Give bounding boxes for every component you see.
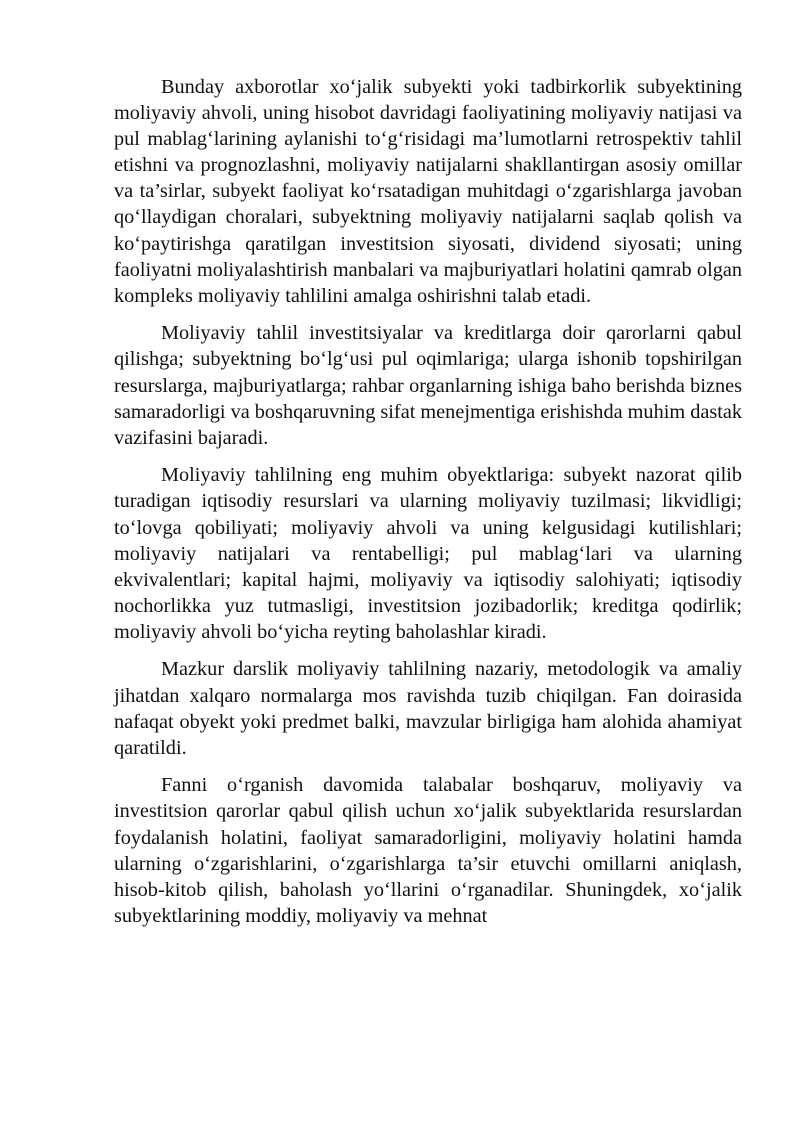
- paragraph-4: Mazkur darslik moliyaviy tahlilning nazariy, metodologik va amaliy jihatdan xalqaro normalarga mos ravishda tuzib chiqilgan. Fan doirasida nafaqat obyekt yoki predmet balki, mavzular birligiga ham alohida ahamiyat qaratildi.: [114, 658, 742, 759]
- document-page: [114, 74, 742, 940]
- paragraph-1: Bunday axborotlar xo‘jalik subyekti yoki tadbirkorlik subyektining moliyaviy ahvoli, uning hisobot davridagi faoliyatining moliyaviy natijasi va pul mablag‘larining aylanishi to‘g‘risidagi ma’lumotlarni retrospektiv tahlil etishni va prognozlashni, moliyaviy natijalarni shakllantirgan asosiy omillar va ta’sirlar, subyekt faoliyat ko‘rsatadigan muhitdagi o‘zgarishlarga javoban qo‘llaydigan choralari, subyektning moliyaviy natijalarni saqlab qolish va ko‘paytirishga qaratilgan investitsion siyosati, dividend siyosati; uning faoliyatni moliyalashtirish manbalari va majburiyatlari holatini qamrab olgan kompleks moliyaviy tahlilini amalga oshirishni talab etadi.: [114, 76, 742, 307]
- paragraph-2: Moliyaviy tahlil investitsiyalar va kreditlarga doir qarorlarni qabul qilishga; subyektning bo‘lg‘usi pul oqimlariga; ularga ishonib topshirilgan resurslarga, majburiyatlarga; rahbar organlarning ishiga baho berishda biznes samaradorligi va boshqaruvning sifat menejmentiga erishishda muhim dastak vazifasini bajaradi.: [114, 322, 743, 449]
- paragraph-3: Moliyaviy tahlilning eng muhim obyektlariga: subyekt nazorat qilib turadigan iqtisodiy resurslari va ularning moliyaviy tuzilmasi; likvidligi; to‘lovga qobiliyati; moliyaviy ahvoli va uning kelgusidagi kutilishlari; moliyaviy natijalari va rentabelligi; pul mablag‘lari va ularning ekvivalentlari; kapital hajmi, moliyaviy va iqtisodiy salohiyati; iqtisodiy nochorlikka yuz tutmasligi, investitsion jozibadorlik; kreditga qodirlik; moliyaviy ahvoli bo‘yicha reyting baholashlar kiradi.: [114, 464, 742, 643]
- paragraph-5: Fanni o‘rganish davomida talabalar boshqaruv, moliyaviy va investitsion qarorlar qabul qilish uchun xo‘jalik subyektlarida resurslardan foydalanish holatini, faoliyat samaradorligini, moliyaviy holatini hamda ularning o‘zgarishlarini, o‘zgarishlarga ta’sir etuvchi omillarni aniqlash, hisob-kitob qilish, baholash yo‘llarini o‘rganadilar. Shuningdek, xo‘jalik subyektlarining moddiy, moliyaviy va mehnat: [114, 774, 742, 927]
